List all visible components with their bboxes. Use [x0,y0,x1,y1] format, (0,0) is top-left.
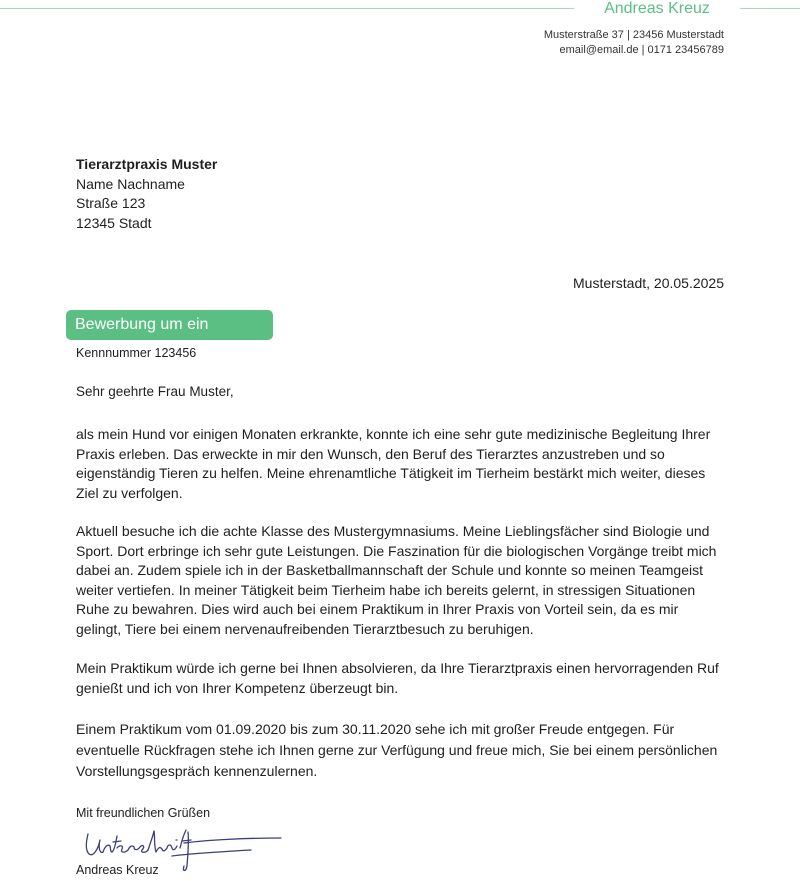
recipient-street: Straße 123 [76,195,146,211]
body-paragraph: Einem Praktikum vom 01.09.2020 bis zum 30.11.2020 sehe ich mit großer Freude entgegen. Für eventuelle Rückfragen stehe ich Ihnen gerne zur Verfügung und freue mich, Sie bei einem persönlichen Vorstellungsgespräch kennenzulernen. [76,721,718,779]
sender-address: Musterstraße 37 | 23456 Musterstadt [543,29,724,41]
salutation: Sehr geehrte Frau Muster, [76,384,234,399]
sender-contact: email@email.de | 0171 23456789 [559,44,724,56]
header-rule-left [0,8,574,9]
letter-date: Musterstadt, 20.05.2025 [573,275,724,291]
header-rule-right [740,8,800,9]
closing-phrase: Mit freundlichen Grüßen [76,806,211,820]
sender-name: Andreas Kreuz [604,0,710,17]
subject-badge: Bewerbung um ein [66,310,273,340]
recipient-company: Tierarztpraxis Muster [76,156,218,172]
reference-number: Kennnummer 123456 [76,346,197,360]
recipient-name: Name Nachname [76,175,185,192]
signer-name: Andreas Kreuz [76,863,159,877]
recipient-block [76,155,217,233]
body-paragraph: Aktuell besuche ich die achte Klasse des Mustergymnasiums. Meine Lieblingsfächer sind Biologie und Sport. Dort erbringe ich sehr gute Leistungen. Die Faszination für die biologischen Vorgänge treibt mich dabei an. Zudem spiele ich in der Basketballmannschaft der Schule und konnte so meinen Teamgeist weiter vertiefen. In meiner Tätigkeit beim Tierheim habe ich bereits gelernt, in stressigen Situationen Ruhe zu bewahren. Dies wird auch bei einem Praktikum in Ihrer Praxis von Vorteil sein, da es mir gelingt, Tiere bei einem nervenaufreibenden Tierarztbesuch zu beruhigen. [76,523,717,637]
recipient-city: 12345 Stadt [76,214,152,231]
body-paragraph: Mein Praktikum würde ich gerne bei Ihnen absolvieren, da Ihre Tierarztpraxis einen hervorragenden Ruf genießt und ich von Ihrer Kompetenz überzeugt bin. [76,660,719,696]
body-paragraph: als mein Hund vor einigen Monaten erkrankte, konnte ich eine sehr gute medizinische Begleitung Ihrer Praxis erleben. Das erweckte in mir den Wunsch, den Beruf des Tierarztes anzustreben und so eigenständig Tieren zu helfen. Meine ehrenamtliche Tätigkeit im Tierheim bestärkt mich weiter, dieses Ziel zu verfolgen. [76,426,711,501]
